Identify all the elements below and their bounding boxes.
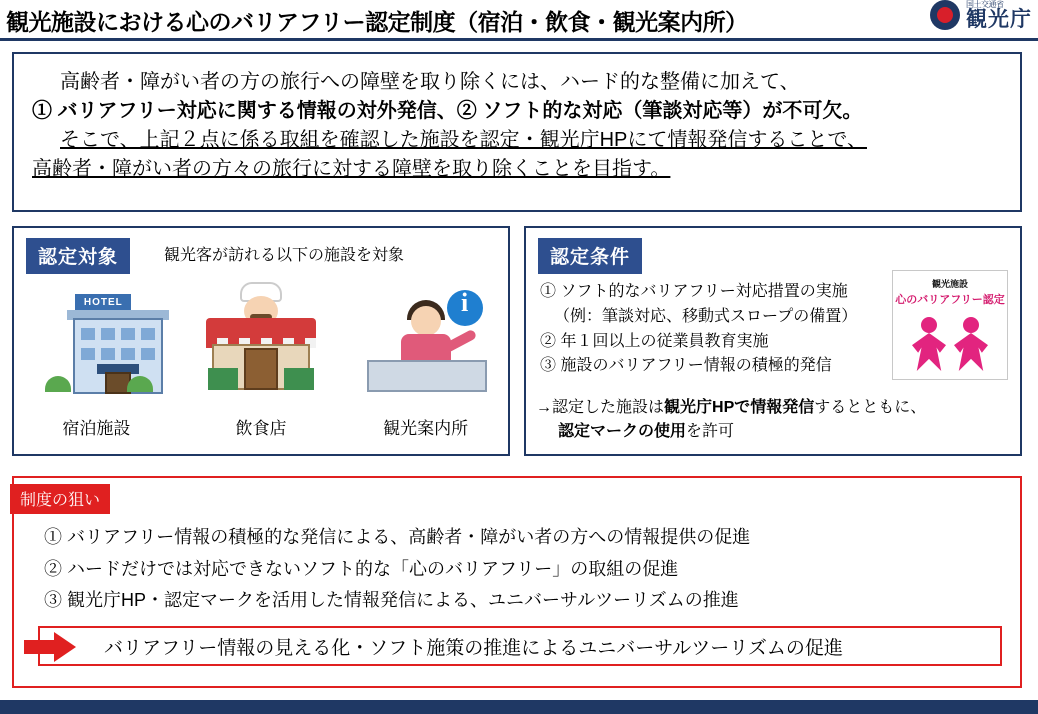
agency-label: 観光庁 [966,7,1032,31]
hotel-window [121,328,135,340]
agency-name [966,1,1032,30]
certification-mark [892,270,1008,380]
arrow-shaft [24,640,56,654]
restaurant-icon [186,284,336,404]
list-item: ③ 施設のバリアフリー情報の積極的発信 [540,357,832,375]
hotel-icon [21,284,171,404]
list-item: ② 年１回以上の従業員教育実施 [540,332,769,350]
facility-list [14,284,508,439]
mark-figures [893,311,1007,373]
conclusion-suffix-2: を許可 [686,423,735,440]
staff-arm [442,329,477,354]
list-item [21,284,171,439]
vegetable-crate [284,368,314,390]
target-tag: 認定対象 [26,238,130,274]
conclusion-highlight-2: 認定マークの使用 [558,423,687,440]
information-badge-icon [447,290,483,326]
conclusion-suffix: するとともに、 [814,399,927,416]
purpose-list [44,522,1004,617]
intro-line-3: そこで、上記２点に係る取組を確認した施設を認定・観光庁HPにて情報発信することで、 [60,129,867,151]
figure-body [912,333,946,371]
purpose-section [12,476,1022,688]
agency-logo [930,0,1032,30]
reception-desk [367,360,487,392]
list-item: ① ソフト的なバリアフリー対応措置の実施 [540,283,848,300]
conditions-list [540,280,880,379]
hotel-window [101,348,115,360]
facility-label: 飲食店 [235,419,287,438]
conclusion-line-2 [536,420,926,444]
page-title: 観光施設における心のバリアフリー認定制度（宿泊・飲食・観光案内所） [6,9,748,35]
person-figure-icon [953,317,989,371]
hotel-window [121,348,135,360]
intro-line-1: 高齢者・障がい者の方の旅行への障壁を取り除くには、ハード的な整備に加えて、 [60,71,800,93]
list-item [186,284,336,439]
conditions-section [524,226,1022,456]
header-divider [0,38,1038,41]
list-item: ② ハードだけでは対応できないソフト的な「心のバリアフリー」の取組の促進 [44,558,679,579]
figure-body [954,333,988,371]
mark-top-label: 観光施設 [931,279,968,289]
hotel-sign-label: HOTEL [75,294,131,311]
hotel-window [81,328,95,340]
facility-label: 宿泊施設 [62,419,131,438]
restaurant-awning [206,318,316,344]
arrow-head [54,632,76,662]
list-item: ① バリアフリー情報の積極的な発信による、高齢者・障がい者の方への情報提供の促進 [44,527,751,547]
hotel-window [81,348,95,360]
conditions-conclusion [536,396,926,444]
conditions-tag: 認定条件 [538,238,642,274]
bush-decoration [45,376,71,392]
page-header [0,0,1038,42]
list-item: （例：筆談対応、移動式スロープの備置） [554,307,858,325]
intro-line-4: 高齢者・障がい者の方々の旅行に対する障壁を取り除くことを目指す。 [32,158,671,180]
intro-box [12,52,1022,212]
restaurant-door [244,348,278,390]
mark-main-label: 心のバリアフリー認定 [895,294,1005,306]
hotel-window [141,328,155,340]
ministry-label: 国土交通省 [966,0,1004,9]
list-item [351,284,501,439]
conclusion-highlight: 観光庁HPで情報発信 [664,399,815,416]
summary-text: バリアフリー情報の見える化・ソフト施策の推進によるユニバーサルツーリズムの促進 [104,637,843,659]
arrow-right-icon [24,632,82,662]
staff-head [411,306,441,336]
target-section [12,226,510,456]
hotel-window [101,328,115,340]
footer-bar [0,700,1038,714]
hotel-illustration [43,292,149,392]
figure-head [963,317,979,333]
hotel-window [141,348,155,360]
person-figure-icon [911,317,947,371]
list-item: ③ 観光庁HP・認定マークを活用した情報発信による、ユニバーサルツーリズムの推進 [44,590,739,610]
purpose-tag: 制度の狙い [10,484,110,514]
conclusion-prefix: →認定した施設は [536,399,665,416]
summary-banner [38,626,1002,666]
target-subtitle: 観光客が訪れる以下の施設を対象 [164,247,405,264]
information-center-icon [351,284,501,404]
vegetable-crate [208,368,238,390]
agency-emblem-icon [930,0,960,30]
intro-line-2: ① バリアフリー対応に関する情報の対外発信、② ソフト的な対応（筆談対応等）が不可欠。 [32,100,863,122]
facility-label: 観光案内所 [383,419,469,438]
figure-head [921,317,937,333]
